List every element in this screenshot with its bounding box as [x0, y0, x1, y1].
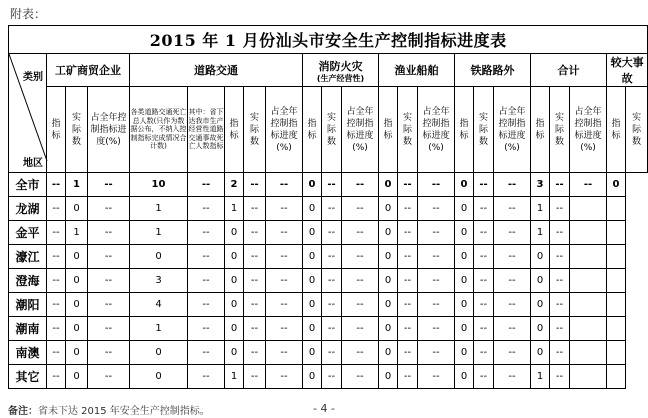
road-total-cell: 0 — [130, 245, 188, 269]
industry-cell: 0 — [66, 197, 88, 221]
major-cell — [607, 221, 626, 245]
fishing-cell: 0 — [379, 317, 398, 341]
rail-cell: -- — [418, 245, 455, 269]
major-cell — [570, 221, 607, 245]
major-cell: 0 — [607, 173, 626, 197]
fishing-cell: -- — [342, 245, 379, 269]
road-total-cell: 0 — [130, 365, 188, 389]
sub-progress: 占全年控制指标进度(%) — [342, 87, 379, 173]
fishing-cell: -- — [398, 317, 418, 341]
region-name: 濠江 — [9, 245, 47, 269]
road-cell: -- — [244, 317, 266, 341]
industry-cell: 1 — [66, 173, 88, 197]
table-row — [9, 197, 648, 221]
road-cell: -- — [188, 317, 225, 341]
road-total-cell: 3 — [130, 269, 188, 293]
corner-region-label: 地区 — [23, 158, 43, 169]
fire-cell: -- — [266, 269, 303, 293]
total-cell: -- — [494, 221, 531, 245]
table-row — [9, 365, 648, 389]
fishing-cell: -- — [398, 245, 418, 269]
footer — [8, 402, 633, 417]
fire-cell: -- — [322, 245, 342, 269]
total-cell: -- — [494, 293, 531, 317]
road-province-note: 其中：省下达我市生产经营性道路交通事故死亡人数指标 — [188, 87, 225, 173]
sub-target: 指标 — [225, 87, 244, 173]
footer-note: 省未下达 2015 年安全生产控制指标。 — [38, 406, 210, 417]
road-total-cell: 0 — [130, 341, 188, 365]
fire-cell: -- — [322, 197, 342, 221]
rail-cell: -- — [474, 293, 494, 317]
table-title: 2015 年 1 月份汕头市安全生产控制指标进度表 — [9, 26, 648, 54]
sub-progress: 占全年控制指标进度(%) — [266, 87, 303, 173]
fire-cell: -- — [322, 365, 342, 389]
road-cell: -- — [244, 197, 266, 221]
road-cell: -- — [244, 173, 266, 197]
sub-target: 指标 — [379, 87, 398, 173]
industry-cell: -- — [47, 317, 66, 341]
industry-cell: -- — [88, 317, 130, 341]
industry-cell: 0 — [66, 317, 88, 341]
fire-cell: 0 — [303, 317, 322, 341]
page-number: - 4 - — [313, 402, 335, 415]
fishing-cell: -- — [398, 221, 418, 245]
industry-cell: 0 — [66, 293, 88, 317]
total-cell: -- — [550, 341, 570, 365]
major-cell — [607, 341, 626, 365]
footer-label: 备注： — [8, 406, 38, 417]
industry-cell: -- — [88, 221, 130, 245]
group-total: 合计 — [531, 54, 607, 87]
road-cell: -- — [244, 245, 266, 269]
road-cell: 2 — [225, 173, 244, 197]
total-cell: 0 — [531, 317, 550, 341]
fire-cell: -- — [266, 245, 303, 269]
rail-cell: -- — [474, 221, 494, 245]
fire-cell: -- — [266, 317, 303, 341]
road-cell: 1 — [225, 365, 244, 389]
major-cell — [570, 197, 607, 221]
sub-actual: 实际数 — [626, 87, 648, 173]
road-total-cell: 4 — [130, 293, 188, 317]
fishing-cell: 0 — [379, 173, 398, 197]
rail-cell: -- — [418, 221, 455, 245]
group-major: 较大事故 — [607, 54, 648, 87]
fire-cell: -- — [322, 341, 342, 365]
industry-cell: 0 — [66, 245, 88, 269]
fire-cell: -- — [266, 197, 303, 221]
group-fire — [303, 54, 379, 87]
industry-cell: -- — [88, 341, 130, 365]
total-cell: -- — [550, 173, 570, 197]
fire-cell: -- — [322, 173, 342, 197]
industry-cell: -- — [47, 245, 66, 269]
rail-cell: -- — [474, 173, 494, 197]
sub-actual: 实际数 — [66, 87, 88, 173]
total-cell: -- — [494, 245, 531, 269]
road-cell: -- — [244, 365, 266, 389]
total-cell: -- — [494, 173, 531, 197]
road-cell: 0 — [225, 221, 244, 245]
fire-cell: -- — [266, 365, 303, 389]
table-row — [9, 341, 648, 365]
sub-target: 指标 — [455, 87, 474, 173]
rail-cell: -- — [474, 245, 494, 269]
group-road: 道路交通 — [130, 54, 303, 87]
rail-cell: 0 — [455, 317, 474, 341]
fishing-cell: -- — [342, 269, 379, 293]
road-cell: -- — [188, 173, 225, 197]
rail-cell: 0 — [455, 341, 474, 365]
road-total-cell: 1 — [130, 317, 188, 341]
fire-cell: -- — [322, 293, 342, 317]
major-cell — [570, 341, 607, 365]
fishing-cell: -- — [398, 269, 418, 293]
fire-cell: 0 — [303, 341, 322, 365]
region-name: 潮阳 — [9, 293, 47, 317]
table-row — [9, 245, 648, 269]
sub-target: 指标 — [607, 87, 626, 173]
industry-cell: -- — [88, 293, 130, 317]
region-name: 澄海 — [9, 269, 47, 293]
fire-cell: 0 — [303, 365, 322, 389]
sub-progress: 占全年控制指标进度(%) — [88, 87, 130, 173]
region-name: 金平 — [9, 221, 47, 245]
sub-progress: 占全年控制指标进度(%) — [494, 87, 531, 173]
total-cell: -- — [494, 341, 531, 365]
fishing-cell: -- — [398, 197, 418, 221]
road-cell: -- — [244, 341, 266, 365]
sub-progress: 占全年控制指标进度(%) — [570, 87, 607, 173]
total-cell: 1 — [531, 365, 550, 389]
rail-cell: -- — [418, 365, 455, 389]
group-fishing: 渔业船舶 — [379, 54, 455, 87]
major-cell — [607, 245, 626, 269]
fire-cell: -- — [266, 293, 303, 317]
region-name: 龙湖 — [9, 197, 47, 221]
total-cell: 0 — [531, 293, 550, 317]
total-cell: -- — [550, 293, 570, 317]
industry-cell: -- — [47, 293, 66, 317]
rail-cell: -- — [418, 317, 455, 341]
fishing-cell: 0 — [379, 365, 398, 389]
fishing-cell: 0 — [379, 197, 398, 221]
fishing-cell: 0 — [379, 341, 398, 365]
sub-target: 指标 — [531, 87, 550, 173]
fire-cell: -- — [322, 269, 342, 293]
road-cell: 0 — [225, 293, 244, 317]
sub-actual: 实际数 — [322, 87, 342, 173]
sub-actual: 实际数 — [244, 87, 266, 173]
sub-actual: 实际数 — [398, 87, 418, 173]
table-row — [9, 293, 648, 317]
major-cell — [607, 197, 626, 221]
fishing-cell: -- — [342, 197, 379, 221]
region-name: 全市 — [9, 173, 47, 197]
progress-table — [8, 25, 648, 389]
table-row — [9, 269, 648, 293]
total-cell: 1 — [531, 197, 550, 221]
fire-cell: 0 — [303, 269, 322, 293]
industry-cell: -- — [88, 173, 130, 197]
total-cell: -- — [494, 317, 531, 341]
rail-cell: -- — [418, 173, 455, 197]
rail-cell: 0 — [455, 197, 474, 221]
table-body — [9, 173, 648, 389]
rail-cell: -- — [418, 341, 455, 365]
sub-target: 指标 — [47, 87, 66, 173]
fire-cell: -- — [266, 173, 303, 197]
fishing-cell: 0 — [379, 245, 398, 269]
industry-cell: -- — [88, 269, 130, 293]
total-cell: -- — [550, 269, 570, 293]
major-cell — [607, 293, 626, 317]
industry-cell: -- — [47, 365, 66, 389]
major-cell — [570, 365, 607, 389]
road-cell: -- — [188, 341, 225, 365]
fishing-cell: 0 — [379, 269, 398, 293]
total-cell: -- — [494, 197, 531, 221]
major-cell — [570, 269, 607, 293]
industry-cell: -- — [47, 269, 66, 293]
region-name: 潮南 — [9, 317, 47, 341]
road-cell: 0 — [225, 341, 244, 365]
rail-cell: 0 — [455, 221, 474, 245]
industry-cell: -- — [88, 197, 130, 221]
rail-cell: 0 — [455, 293, 474, 317]
region-name: 其它 — [9, 365, 47, 389]
industry-cell: 1 — [66, 221, 88, 245]
rail-cell: -- — [474, 341, 494, 365]
major-cell — [607, 269, 626, 293]
total-cell: -- — [494, 269, 531, 293]
table-row — [9, 317, 648, 341]
sub-actual: 实际数 — [550, 87, 570, 173]
fishing-cell: -- — [342, 365, 379, 389]
attachment-label: 附表： — [10, 7, 47, 21]
region-name: 南澳 — [9, 341, 47, 365]
total-cell: -- — [550, 317, 570, 341]
road-total-cell: 10 — [130, 173, 188, 197]
fire-cell: -- — [322, 317, 342, 341]
industry-cell: -- — [47, 341, 66, 365]
fire-cell: -- — [322, 221, 342, 245]
fishing-cell: -- — [342, 341, 379, 365]
total-cell: 0 — [531, 341, 550, 365]
major-cell: -- — [570, 173, 607, 197]
industry-cell: 0 — [66, 365, 88, 389]
road-total-cell: 1 — [130, 221, 188, 245]
rail-cell: 0 — [455, 269, 474, 293]
fishing-cell: -- — [342, 173, 379, 197]
fishing-cell: -- — [398, 293, 418, 317]
industry-cell: -- — [88, 245, 130, 269]
road-cell: -- — [188, 221, 225, 245]
road-total-note: 各类道路交通死亡总人数(只作为数据公布，不纳入控制指标完成情况合计数) — [130, 87, 188, 173]
road-cell: -- — [244, 221, 266, 245]
total-cell: -- — [494, 365, 531, 389]
fishing-cell: -- — [342, 221, 379, 245]
industry-cell: -- — [47, 221, 66, 245]
fishing-cell: 0 — [379, 221, 398, 245]
major-cell — [570, 245, 607, 269]
group-fire-sub: (生产经营性) — [316, 73, 365, 83]
fishing-cell: -- — [398, 365, 418, 389]
road-cell: 1 — [225, 197, 244, 221]
total-cell: -- — [550, 245, 570, 269]
group-fire-label: 消防火灾 — [318, 59, 363, 73]
major-cell — [607, 317, 626, 341]
industry-cell: -- — [47, 173, 66, 197]
road-cell: -- — [188, 245, 225, 269]
rail-cell: 0 — [455, 173, 474, 197]
rail-cell: -- — [474, 269, 494, 293]
rail-cell: 0 — [455, 245, 474, 269]
road-cell: -- — [244, 269, 266, 293]
total-cell: -- — [550, 365, 570, 389]
group-industry: 工矿商贸企业 — [47, 54, 130, 87]
fishing-cell: -- — [398, 341, 418, 365]
road-total-cell: 1 — [130, 197, 188, 221]
fishing-cell: -- — [342, 293, 379, 317]
rail-cell: -- — [474, 197, 494, 221]
major-cell — [570, 317, 607, 341]
fishing-cell: -- — [342, 317, 379, 341]
total-cell: -- — [550, 197, 570, 221]
road-cell: -- — [188, 197, 225, 221]
total-cell: 0 — [531, 269, 550, 293]
total-cell: -- — [550, 221, 570, 245]
rail-cell: -- — [418, 293, 455, 317]
table-row — [9, 173, 648, 197]
sub-progress: 占全年控制指标进度(%) — [418, 87, 455, 173]
rail-cell: -- — [474, 365, 494, 389]
fishing-cell: 0 — [379, 293, 398, 317]
rail-cell: -- — [418, 197, 455, 221]
header-corner — [9, 54, 47, 173]
rail-cell: 0 — [455, 365, 474, 389]
road-cell: -- — [188, 365, 225, 389]
fire-cell: 0 — [303, 197, 322, 221]
fire-cell: 0 — [303, 221, 322, 245]
road-cell: -- — [188, 293, 225, 317]
rail-cell: -- — [474, 317, 494, 341]
fire-cell: 0 — [303, 245, 322, 269]
industry-cell: 0 — [66, 341, 88, 365]
industry-cell: 0 — [66, 269, 88, 293]
industry-cell: -- — [47, 197, 66, 221]
major-cell — [607, 365, 626, 389]
corner-category-label: 类别 — [23, 72, 43, 83]
road-cell: -- — [244, 293, 266, 317]
table-row — [9, 221, 648, 245]
fire-cell: 0 — [303, 293, 322, 317]
sub-actual: 实际数 — [474, 87, 494, 173]
road-cell: 0 — [225, 269, 244, 293]
fire-cell: -- — [266, 341, 303, 365]
total-cell: 3 — [531, 173, 550, 197]
fire-cell: -- — [266, 221, 303, 245]
total-cell: 0 — [531, 245, 550, 269]
total-cell: 1 — [531, 221, 550, 245]
major-cell — [570, 293, 607, 317]
sub-target: 指标 — [303, 87, 322, 173]
fire-cell: 0 — [303, 173, 322, 197]
road-cell: -- — [188, 269, 225, 293]
road-cell: 0 — [225, 245, 244, 269]
industry-cell: -- — [88, 365, 130, 389]
rail-cell: -- — [418, 269, 455, 293]
fishing-cell: -- — [398, 173, 418, 197]
road-cell: 0 — [225, 317, 244, 341]
group-rail: 铁路路外 — [455, 54, 531, 87]
